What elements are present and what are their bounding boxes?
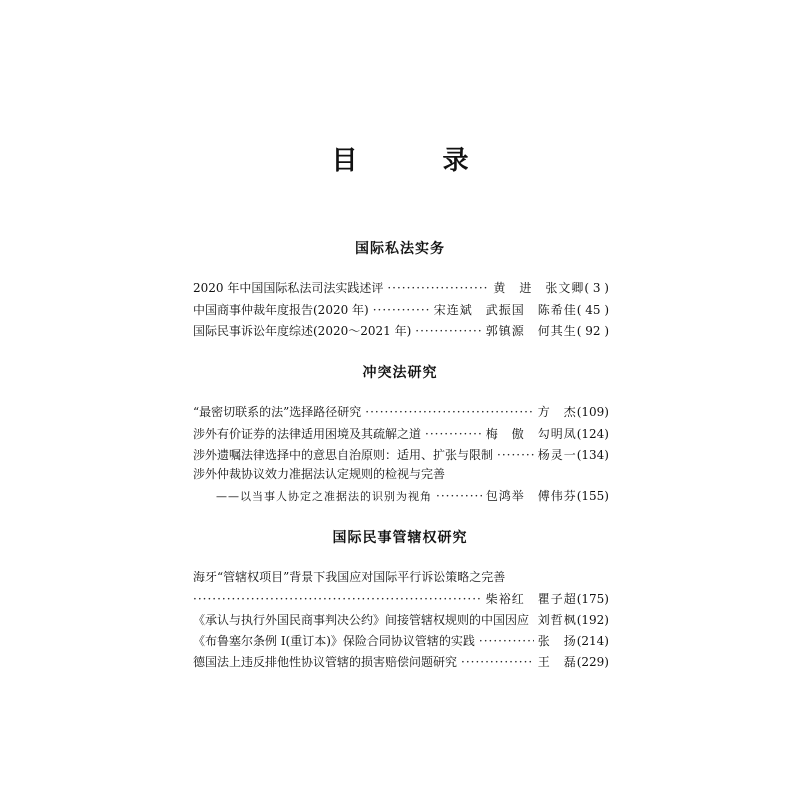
entry-authors: 柴裕红 瞿子超 [485,592,577,606]
dot-leader [497,448,534,462]
entry-authors: 黄 进 张文卿 [493,281,585,295]
toc-entry[interactable] [193,611,609,631]
entry-title: “最密切联系的法”选择路径研究 [193,405,362,419]
entry-page: (229) [576,655,609,669]
entry-title: 涉外有价证券的法律适用困境及其疏解之道 [193,427,422,441]
toc-entry[interactable] [193,568,609,588]
entry-title: 海牙“管辖权项目”背景下我国应对国际平行诉讼策略之完善 [193,570,506,584]
section-heading-international-civil-jurisdiction-research: 国际民事管辖权研究 [332,530,468,546]
entry-page: (192) [576,613,609,627]
entry-title: 中国商事仲裁年度报告(2020 年) [193,303,369,317]
entry-title: 涉外遗嘱法律选择中的意思自治原则：适用、扩张与限制 [193,448,494,462]
toc-entry[interactable] [193,446,609,466]
section-heading-conflict-of-laws-research: 冲突法研究 [362,365,438,381]
entry-authors: 梅 傲 勾明凤 [485,427,577,441]
entry-authors: 张 扬 [537,634,577,648]
entry-title: 2020 年中国国际私法司法实践述评 [193,281,384,295]
dot-leader [415,324,481,338]
entry-authors: 包鸿举 傅伟芬 [485,489,577,503]
toc-entry[interactable] [193,632,609,652]
dot-leader [436,489,482,503]
dot-leader [193,592,482,606]
section-heading-private-international-law-practice: 国际私法实务 [355,241,445,257]
toc-entry[interactable] [193,301,609,321]
toc-entry[interactable] [193,279,609,299]
entry-authors: 宋连斌 武振国 陈希佳 [433,303,577,317]
toc-entry[interactable] [193,653,609,673]
entry-page: (155) [576,489,609,503]
dot-leader [533,613,534,627]
dot-leader [479,634,534,648]
page-title: 目 录 [331,146,507,176]
entry-authors: 郭镇源 何其生 [485,324,577,338]
entry-page: (134) [576,448,609,462]
entry-authors: 方 杰 [537,405,577,419]
toc-entry[interactable] [193,403,609,423]
entry-page: (124) [576,427,609,441]
entry-page: (175) [576,592,609,606]
entry-title: 德国法上违反排他性协议管辖的损害赔偿问题研究 [193,655,458,669]
toc-entry-subtitle[interactable] [216,487,609,507]
entry-authors: 杨灵一 [537,448,577,462]
entry-title: 《布鲁塞尔条例 Ⅰ(重订本)》保险合同协议管辖的实践 [193,634,475,648]
toc-entry[interactable] [193,425,609,445]
entry-page: ( 3 ) [584,281,609,295]
toc-entry[interactable] [193,322,609,342]
entry-page: (109) [576,405,609,419]
entry-subtitle: ——以当事人协定之准据法的识别为视角 [216,490,432,503]
dot-leader [425,427,482,441]
dot-leader [461,655,534,669]
toc-entry-continuation[interactable] [193,590,609,610]
dot-leader [387,281,489,295]
dot-leader [365,405,533,419]
entry-authors: 王 磊 [537,655,577,669]
entry-page: (214) [576,634,609,648]
entry-title: 《承认与执行外国民商事判决公约》间接管辖权规则的中国因应 [193,613,530,627]
toc-entry[interactable] [193,465,609,485]
entry-page: ( 92 ) [576,324,609,338]
entry-page: ( 45 ) [576,303,609,317]
dot-leader [373,303,430,317]
entry-title: 国际民事诉讼年度综述(2020～2021 年) [193,324,412,338]
entry-authors: 刘哲枫 [537,613,577,627]
entry-title: 涉外仲裁协议效力准据法认定规则的检视与完善 [193,467,446,481]
